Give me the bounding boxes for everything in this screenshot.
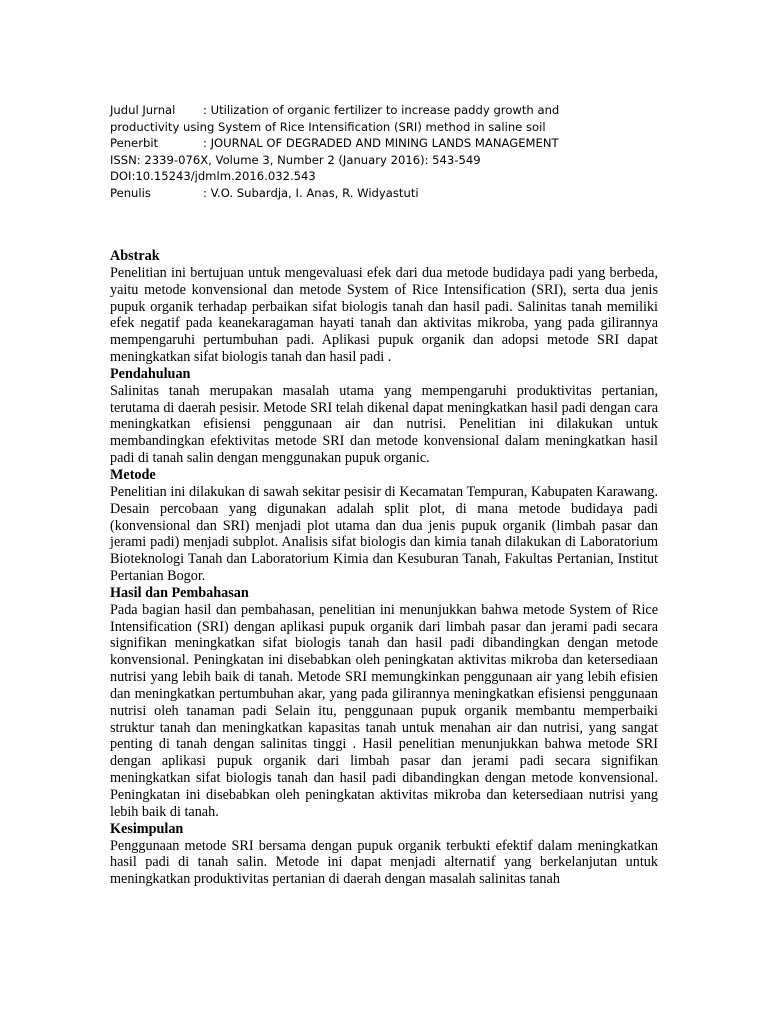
section-text-kesimpulan: Penggunaan metode SRI bersama dengan pupuk organik terbukti efektif dalam meningkatkan hasil padi di tanah salin. Metode ini dapat menjadi alternatif yang berkelanjutan untuk meningkatkan produktivitas pertanian di daerah dengan masalah salinitas tanah [110,837,658,888]
doi-line: DOI:10.15243/jdmlm.2016.032.543 [110,169,316,183]
section-pendahuluan [110,366,658,467]
journal-info-block [110,102,568,201]
journal-title-row [110,102,568,119]
section-text-abstrak: Penelitian ini bertujuan untuk mengevaluasi efek dari dua metode budidaya padi yang berbeda, yaitu metode konvensional dan metode System of Rice Intensification (SRI), serta dua jenis pupuk organik terhadap perbaikan sifat biologis tanah dan hasil padi. Salinitas tanah memiliki efek negatif pada keanekaragaman hayati tanah dan aktivitas mikroba, yang pada gilirannya mempengaruhi pertumbuhan padi. Aplikasi pupuk organik dan adopsi metode SRI dapat meningkatkan sifat biologis tanah dan hasil padi . [110,264,658,366]
journal-title-label: Judul Jurnal [110,103,176,117]
section-hasil-pembahasan [110,585,658,821]
section-text-pendahuluan: Salinitas tanah merupakan masalah utama yang mempengaruhi produktivitas pertanian, terutama di daerah pesisir. Metode SRI telah dikenal dapat meningkatkan hasil padi dengan cara meningkatkan efisiensi penggunaan air dan nutrisi. Penelitian ini dilakukan untuk membandingkan efektivitas metode SRI dan metode konvensional dalam meningkatkan hasil padi di tanah salin dengan menggunakan pupuk organic. [110,382,658,467]
section-heading-metode: Metode [110,466,156,483]
section-abstrak [110,248,658,366]
journal-title-value: : Utilization of organic fertilizer to increase paddy growth and [203,103,560,117]
section-heading-pendahuluan: Pendahuluan [110,365,191,382]
issn-line: ISSN: 2339-076X, Volume 3, Number 2 (January 2016): 543-549 [110,152,481,167]
journal-title-continuation: productivity using System of Rice Intensification (SRI) method in saline soil [110,119,546,134]
section-heading-hasil-pembahasan: Hasil dan Pembahasan [110,584,249,601]
section-kesimpulan [110,821,658,888]
section-text-hasil-pembahasan: Pada bagian hasil dan pembahasan, penelitian ini menunjukkan bahwa metode System of Rice Intensification (SRI) dengan aplikasi pupuk organik dari limbah pasar dan jerami padi secara signifikan meningkatkan sifat biologis tanah dan hasil padi dibandingkan dengan metode konvensional. Peningkatan ini disebabkan oleh peningkatan aktivitas mikroba dan ketersediaan nutrisi yang lebih baik di tanah. Metode SRI memungkinkan penggunaan air yang lebih efisien dan meningkatkan pertumbuhan akar, yang pada gilirannya meningkatkan efisiensi penggunaan nutrisi oleh tanaman padi Selain itu, penggunaan pupuk organik membantu memperbaiki struktur tanah dan meningkatkan kapasitas tanah untuk menahan air dan nutrisi, yang sangat penting di tanah dengan salinitas tinggi . Hasil penelitian menunjukkan bahwa metode SRI dengan aplikasi pupuk organik dari limbah pasar dan jerami padi secara signifikan meningkatkan sifat biologis tanah dan hasil padi dibandingkan dengan metode konvensional. Peningkatan ini disebabkan oleh peningkatan aktivitas mikroba dan ketersediaan nutrisi yang lebih baik di tanah. [110,601,658,820]
authors-row [110,185,568,202]
section-metode [110,467,658,585]
section-heading-abstrak: Abstrak [110,248,160,264]
section-heading-kesimpulan: Kesimpulan [110,820,184,837]
authors-value: : V.O. Subardja, I. Anas, R. Widyastuti [203,185,419,200]
publisher-label: Penerbit [110,136,159,150]
publisher-value: : JOURNAL OF DEGRADED AND MINING LANDS MANAGEMENT [203,136,559,150]
publisher-row [110,135,568,152]
summary-body [110,248,658,888]
section-text-metode: Penelitian ini dilakukan di sawah sekitar pesisir di Kecamatan Tempuran, Kabupaten Karawang. Desain percobaan yang digunakan adalah split plot, di mana metode budidaya padi (konvensional dan SRI) menjadi plot utama dan dua jenis pupuk organik (limbah pasar dan jerami padi) menjadi subplot. Analisis sifat biologis dan kimia tanah dilakukan di Laboratorium Bioteknologi Tanah dan Laboratorium Kimia dan Kesuburan Tanah, Fakultas Pertanian, Institut Pertanian Bogor. [110,483,658,585]
authors-label: Penulis [110,185,151,200]
